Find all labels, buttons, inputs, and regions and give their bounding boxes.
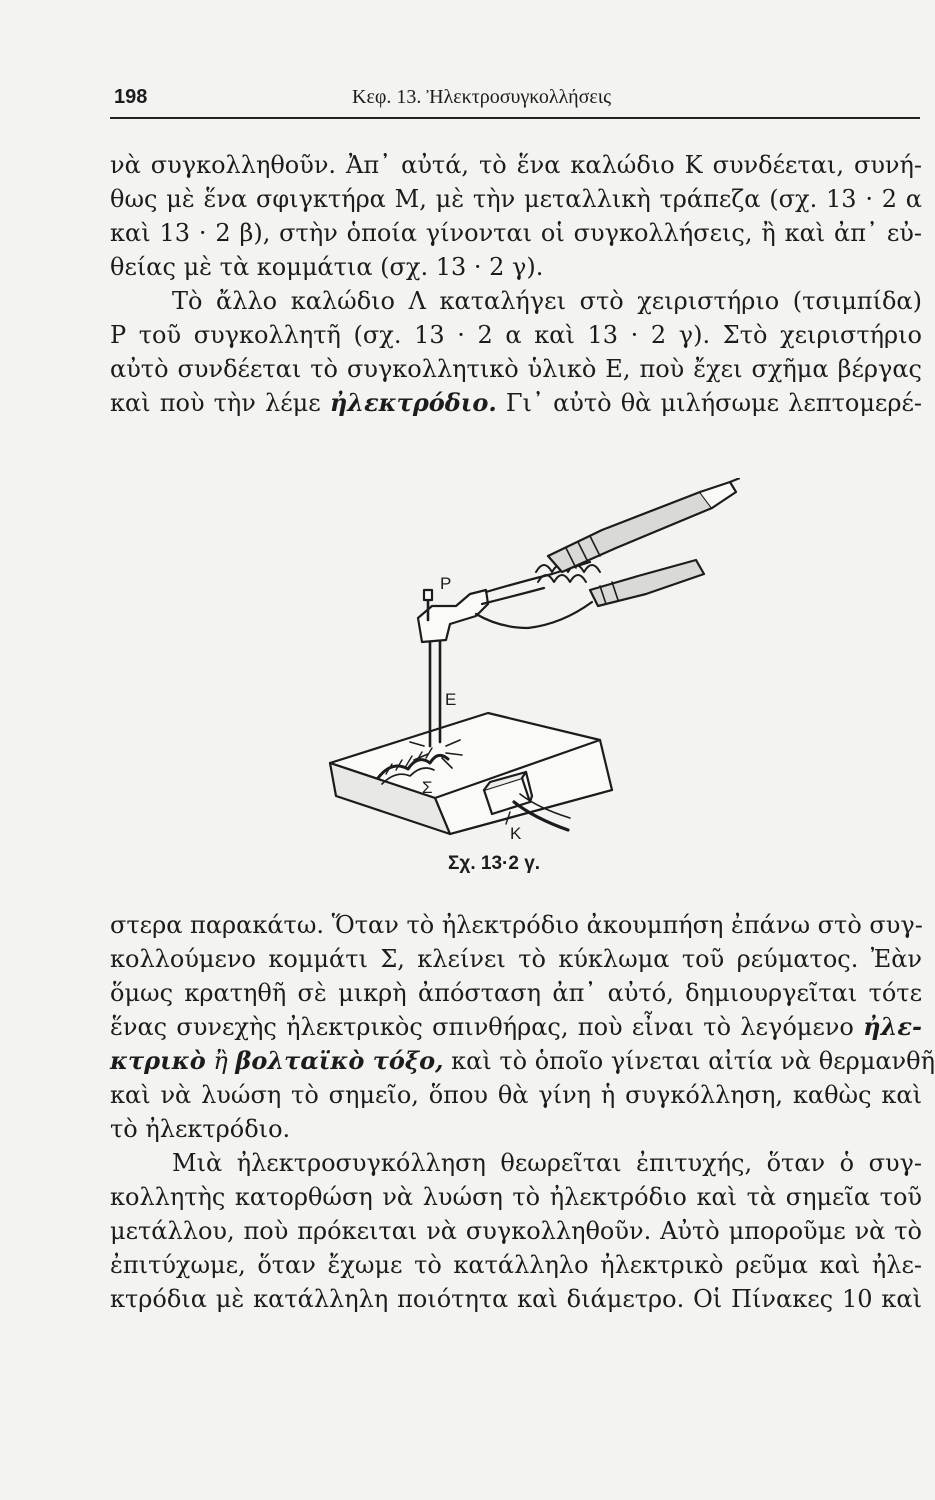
text-line	[110, 1044, 935, 1078]
text-line: θείας μὲ τὰ κομμάτια (σχ. 13 · 2 γ).	[110, 253, 544, 281]
text-line: τὸ ἠλεκτρόδιο.	[110, 1115, 291, 1143]
header-rule	[110, 117, 920, 119]
text-segment: Γι᾿ αὐτὸ θὰ μιλήσωμε λεπτομερέ-	[505, 389, 922, 417]
term-electrode: ἠλεκτρόδιο.	[329, 388, 497, 417]
text-line: καὶ 13 · 2 β), στὴν ὁποία γίνονται οἱ συγκολλήσεις, ἢ καὶ ἀπ᾿ εὐ-	[110, 219, 922, 247]
text-block-top	[110, 148, 922, 420]
label-workpiece-sigma: Σ	[422, 778, 433, 797]
text-line: καὶ νὰ λυώση τὸ σημεῖο, ὅπου θὰ γίνη ἡ συγκόλληση, καθὼς καὶ	[110, 1081, 922, 1109]
text-segment: καὶ τὸ ὁποῖο γίνεται αἰτία νὰ θερμανθῆ	[451, 1047, 935, 1075]
text-line: αὐτὸ συνδέεται τὸ συγκολλητικὸ ὑλικὸ Ε, ποὺ ἔχει σχῆμα βέργας	[110, 355, 922, 383]
text-line: ὅμως κρατηθῆ σὲ μικρὴ ἀπόσταση ἀπ᾿ αὐτό, δημιουργεῖται τότε	[110, 979, 922, 1007]
text-block-bottom	[110, 908, 935, 1316]
text-line: κτρόδια μὲ κατάλληλη ποιότητα καὶ διάμετρο. Οἱ Πίνακες 10 καὶ	[110, 1285, 922, 1313]
term-electric-arc: ἠλε-	[863, 1012, 922, 1041]
text-segment: ἕνας συνεχὴς ἠλεκτρικὸς σπινθήρας, ποὺ εἶναι τὸ λεγόμενο	[110, 1013, 854, 1041]
term-voltaic-arc: βολταϊκὸ τόξο,	[235, 1046, 444, 1075]
text-line: Τὸ ἄλλο καλώδιο Λ καταλήγει στὸ χειριστήριο (τσιμπίδα)	[172, 287, 922, 315]
page-number: 198	[114, 86, 148, 108]
text-line	[110, 386, 922, 420]
paragraph-3	[110, 908, 935, 1146]
paragraph-1	[110, 148, 922, 284]
chapter-title: Κεφ. 13. Ἠλεκτροσυγκολλήσεις	[352, 86, 612, 108]
text-line: ἐπιτύχωμε, ὅταν ἔχωμε τὸ κατάλληλο ἠλεκτρικὸ ρεῦμα καὶ ἠλε-	[110, 1251, 922, 1279]
text-line: Ρ τοῦ συγκολλητῆ (σχ. 13 · 2 α καὶ 13 · 2 γ). Στὸ χειριστήριο	[110, 321, 922, 349]
text-line: κολλητὴς κατορθώση νὰ λυώση τὸ ἠλεκτρόδιο καὶ τὰ σημεῖα τοῦ	[110, 1183, 922, 1211]
text-line: Μιὰ ἠλεκτροσυγκόλληση θεωρεῖται ἐπιτυχής, ὅταν ὁ συγ-	[172, 1149, 922, 1177]
paragraph-2	[110, 284, 922, 420]
term-electric-arc: κτρικὸ	[110, 1046, 206, 1075]
text-line: μετάλλου, ποὺ πρόκειται νὰ συγκολληθοῦν. Αὐτὸ μποροῦμε νὰ τὸ	[110, 1217, 922, 1245]
text-line: νὰ συγκολληθοῦν. Ἀπ᾿ αὐτά, τὸ ἕνα καλώδιο Κ συνδέεται, συνή-	[110, 151, 922, 179]
running-header	[112, 86, 920, 116]
text-line: κολλούμενο κομμάτι Σ, κλείνει τὸ κύκλωμα τοῦ ρεύματος. Ἐὰν	[110, 945, 922, 973]
paragraph-4	[110, 1146, 922, 1316]
text-line: θως μὲ ἕνα σφιγκτήρα Μ, μὲ τὴν μεταλλικὴ τράπεζα (σχ. 13 · 2 α	[110, 185, 922, 213]
label-holder-p: Ρ	[440, 574, 452, 593]
figure-caption: Σχ. 13·2 γ.	[448, 853, 541, 874]
figure-13-2g	[300, 478, 740, 888]
text-line: στερα παρακάτω. Ὅταν τὸ ἠλεκτρόδιο ἀκουμπήση ἐπάνω στὸ συγ-	[110, 911, 923, 939]
text-segment: ἢ	[213, 1047, 228, 1075]
label-clamp-k: Κ	[510, 824, 522, 843]
text-segment: καὶ ποὺ τὴν λέμε	[110, 389, 321, 417]
label-electrode-e: Ε	[445, 690, 457, 709]
text-line	[110, 1010, 922, 1044]
